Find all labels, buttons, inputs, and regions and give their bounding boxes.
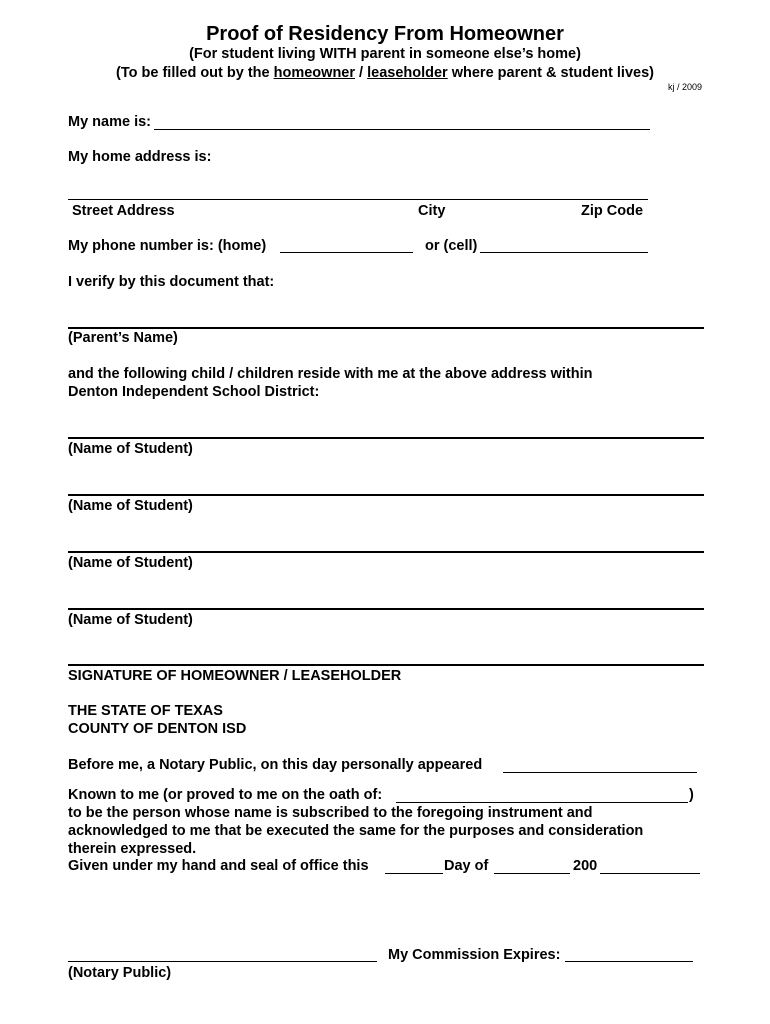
student-name-label: (Name of Student) [68, 498, 193, 514]
commission-expires-field[interactable] [565, 961, 693, 962]
close-paren: ) [689, 787, 694, 803]
parent-name-field[interactable] [68, 327, 704, 329]
reside-text-1: and the following child / children reside with me at the above address within [68, 366, 593, 382]
county-label: COUNTY OF DENTON ISD [68, 721, 247, 737]
verify-label: I verify by this document that: [68, 274, 275, 290]
name-label: My name is: [68, 114, 151, 130]
month-field[interactable] [494, 873, 570, 874]
address-label: My home address is: [68, 149, 212, 165]
address-field[interactable] [68, 199, 648, 200]
page-title: Proof of Residency From Homeowner [206, 23, 564, 45]
signature-field[interactable] [68, 664, 704, 666]
before-me-text: Before me, a Notary Public, on this day personally appeared [68, 757, 483, 773]
subtitle-2 [0, 65, 770, 81]
appeared-name-field[interactable] [503, 772, 697, 773]
student-name-label: (Name of Student) [68, 441, 193, 457]
notary-text-1: to be the person whose name is subscribed to the foregoing instrument and [68, 805, 593, 821]
known-to-me-text: Known to me (or proved to me on the oath of: [68, 787, 383, 803]
reside-text-2: Denton Independent School District: [68, 384, 320, 400]
signature-label: SIGNATURE OF HOMEOWNER / LEASEHOLDER [68, 668, 402, 684]
subtitle-1: (For student living WITH parent in someone else’s home) [189, 46, 581, 62]
given-under-text: Given under my hand and seal of office this [68, 858, 369, 874]
commission-label: My Commission Expires: [388, 947, 561, 963]
parent-name-label: (Parent’s Name) [68, 330, 178, 346]
notary-signature-field[interactable] [68, 961, 377, 962]
subtitle-2-homeowner: homeowner [273, 65, 356, 81]
student-name-label: (Name of Student) [68, 612, 193, 628]
home-phone-field[interactable] [280, 252, 413, 253]
phone-label: My phone number is: (home) [68, 238, 267, 254]
subtitle-2-leaseholder: leaseholder [367, 65, 448, 81]
student-name-field[interactable] [68, 437, 704, 439]
year-field[interactable] [600, 873, 700, 874]
cell-label: or (cell) [425, 238, 478, 254]
cell-phone-field[interactable] [480, 252, 648, 253]
name-field[interactable] [154, 129, 650, 130]
notary-text-2: acknowledged to me that be executed the same for the purposes and consideration [68, 823, 644, 839]
subtitle-2-post: where parent & student lives) [447, 65, 654, 81]
student-name-field[interactable] [68, 608, 704, 610]
version-tag: kj / 2009 [667, 82, 702, 92]
city-label: City [418, 203, 446, 219]
notary-text-3: therein expressed. [68, 841, 197, 857]
state-label: THE STATE OF TEXAS [68, 703, 223, 719]
notary-public-label: (Notary Public) [68, 965, 172, 981]
student-name-field[interactable] [68, 551, 704, 553]
zip-code-label: Zip Code [581, 203, 644, 219]
street-address-label: Street Address [72, 203, 175, 219]
subtitle-2-sep: / [355, 65, 368, 81]
student-name-label: (Name of Student) [68, 555, 193, 571]
year-prefix: 200 [573, 858, 598, 874]
student-name-field[interactable] [68, 494, 704, 496]
oath-name-field[interactable] [396, 802, 688, 803]
day-field[interactable] [385, 873, 443, 874]
day-of-label: Day of [444, 858, 489, 874]
subtitle-2-pre: (To be filled out by the [116, 65, 274, 81]
